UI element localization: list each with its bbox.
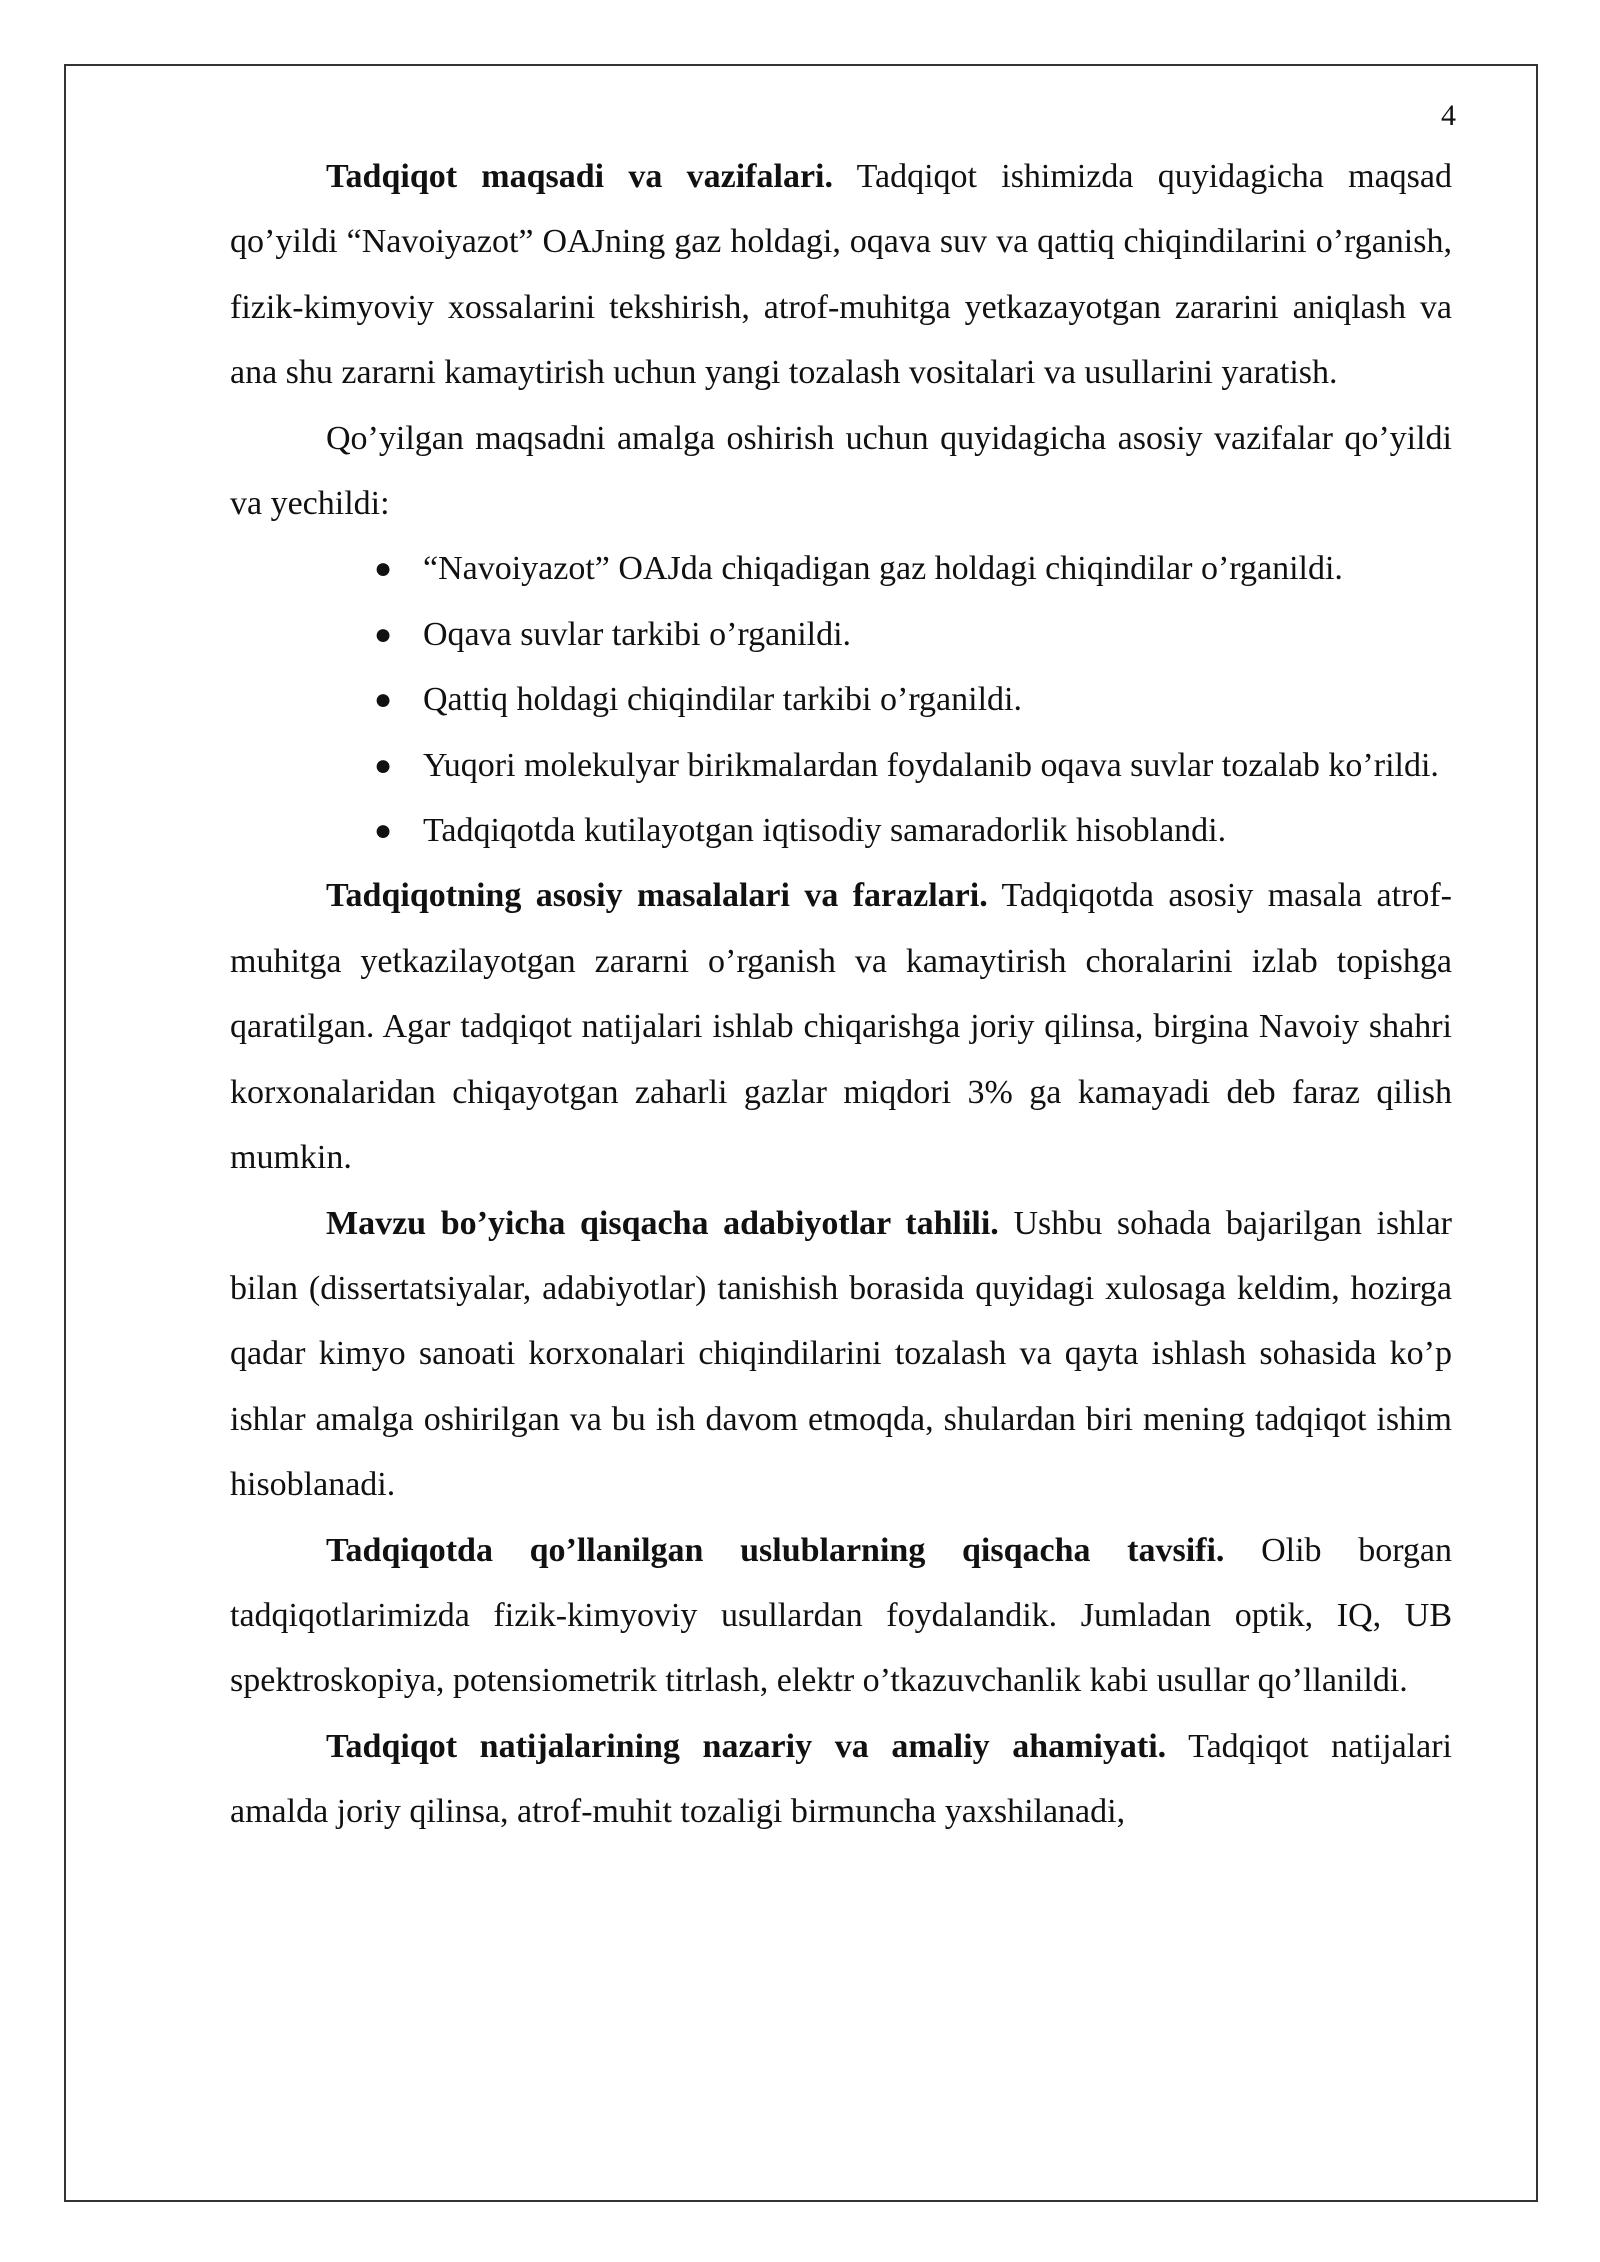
paragraph-text: Olib borgan tadqiqotlarimizda fizik-kimyoviy usullardan foydalandik. Jumladan optik, IQ, UB spektroskopiya, potensiometrik titrlash, elektr o’tkazuvchanlik kabi usullar qo’llanildi. xyxy=(230,1531,1452,1700)
paragraph-text: Tadqiqotda asosiy masala atrof-muhitga yetkazilayotgan zararni o’rganish va kamaytirish choralarini izlab topishga qaratilgan. Agar tadqiqot natijalari ishlab chiqarishga joriy qilinsa, birgina Navoiy shahri korxonalaridan chiqayotgan zaharli gazlar miqdori 3% ga kamayadi deb faraz qilish mumkin. xyxy=(230,877,1452,1177)
paragraph-hypotheses xyxy=(230,863,1452,1190)
paragraph-goals xyxy=(230,144,1452,406)
paragraph-methods xyxy=(230,1518,1452,1714)
paragraph-text: Qo’yilgan maqsadni amalga oshirish uchun quyidagicha asosiy vazifalar qo’yildi va yechildi: xyxy=(230,419,1452,523)
task-list xyxy=(230,536,1452,863)
bullet-icon: ● xyxy=(374,552,393,586)
list-item-text: “Navoiyazot” OAJda chiqadigan gaz holdagi chiqindilar o’rganildi. xyxy=(423,550,1343,588)
list-item-text: Tadqiqotda kutilayotgan iqtisodiy samaradorlik hisoblandi. xyxy=(423,812,1227,850)
list-item xyxy=(374,798,1452,863)
paragraph-text: Tadqiqot ishimizda quyidagicha maqsad qo’yildi “Navoiyazot” OAJning gaz holdagi, oqava suv va qattiq chiqindilarini o’rganish, fizik-kimyoviy xossalarini tekshirish, atrof-muhitga yetkazayotgan zararini aniqlash va ana shu zararni kamaytirish uchun yangi tozalash vositalari va usullarini yaratish. xyxy=(230,158,1452,392)
paragraph-heading: Tadqiqot maqsadi va vazifalari. xyxy=(326,158,833,195)
paragraph-heading: Mavzu bo’yicha qisqacha adabiyotlar tahlili. xyxy=(326,1204,999,1242)
list-item xyxy=(374,602,1452,667)
paragraph-text: Ushbu sohada bajarilgan ishlar bilan (dissertatsiyalar, adabiyotlar) tanishish borasida quyidagi xulosaga keldim, hozirga qadar kimyo sanoati korxonalari chiqindilarini tozalash va qayta ishlash sohasida ko’p ishlar amalga oshirilgan va bu ish davom etmoqda, shulardan biri mening tadqiqot ishim hisoblanadi. xyxy=(230,1204,1452,1504)
paragraph-tasks-intro xyxy=(230,406,1452,537)
paragraph-heading: Tadqiqot natijalarining nazariy va amaliy ahamiyati. xyxy=(326,1727,1167,1765)
bullet-icon: ● xyxy=(374,748,393,782)
list-item-text: Oqava suvlar tarkibi o’rganildi. xyxy=(423,615,852,653)
bullet-icon: ● xyxy=(374,683,393,717)
page-number: 4 xyxy=(1441,99,1456,132)
paragraph-text: Tadqiqot natijalari amalda joriy qilinsa, atrof-muhit tozaligi birmuncha yaxshilanadi, xyxy=(230,1727,1453,1831)
list-item xyxy=(374,536,1452,601)
bullet-icon: ● xyxy=(374,617,393,651)
list-item-text: Qattiq holdagi chiqindilar tarkibi o’rganildi. xyxy=(423,681,1022,719)
list-item xyxy=(374,667,1452,732)
paragraph-heading: Tadqiqotning asosiy masalalari va farazlari. xyxy=(326,877,988,915)
paragraph-heading: Tadqiqotda qo’llanilgan uslublarning qisqacha tavsifi. xyxy=(326,1531,1225,1569)
paragraph-significance xyxy=(230,1714,1452,1845)
paragraph-literature-review xyxy=(230,1191,1452,1518)
list-item-text: Yuqori molekulyar birikmalardan foydalanib oqava suvlar tozalab ko’rildi. xyxy=(423,746,1439,784)
list-item xyxy=(374,733,1452,798)
document-body xyxy=(230,144,1452,1845)
bullet-icon: ● xyxy=(374,814,393,848)
